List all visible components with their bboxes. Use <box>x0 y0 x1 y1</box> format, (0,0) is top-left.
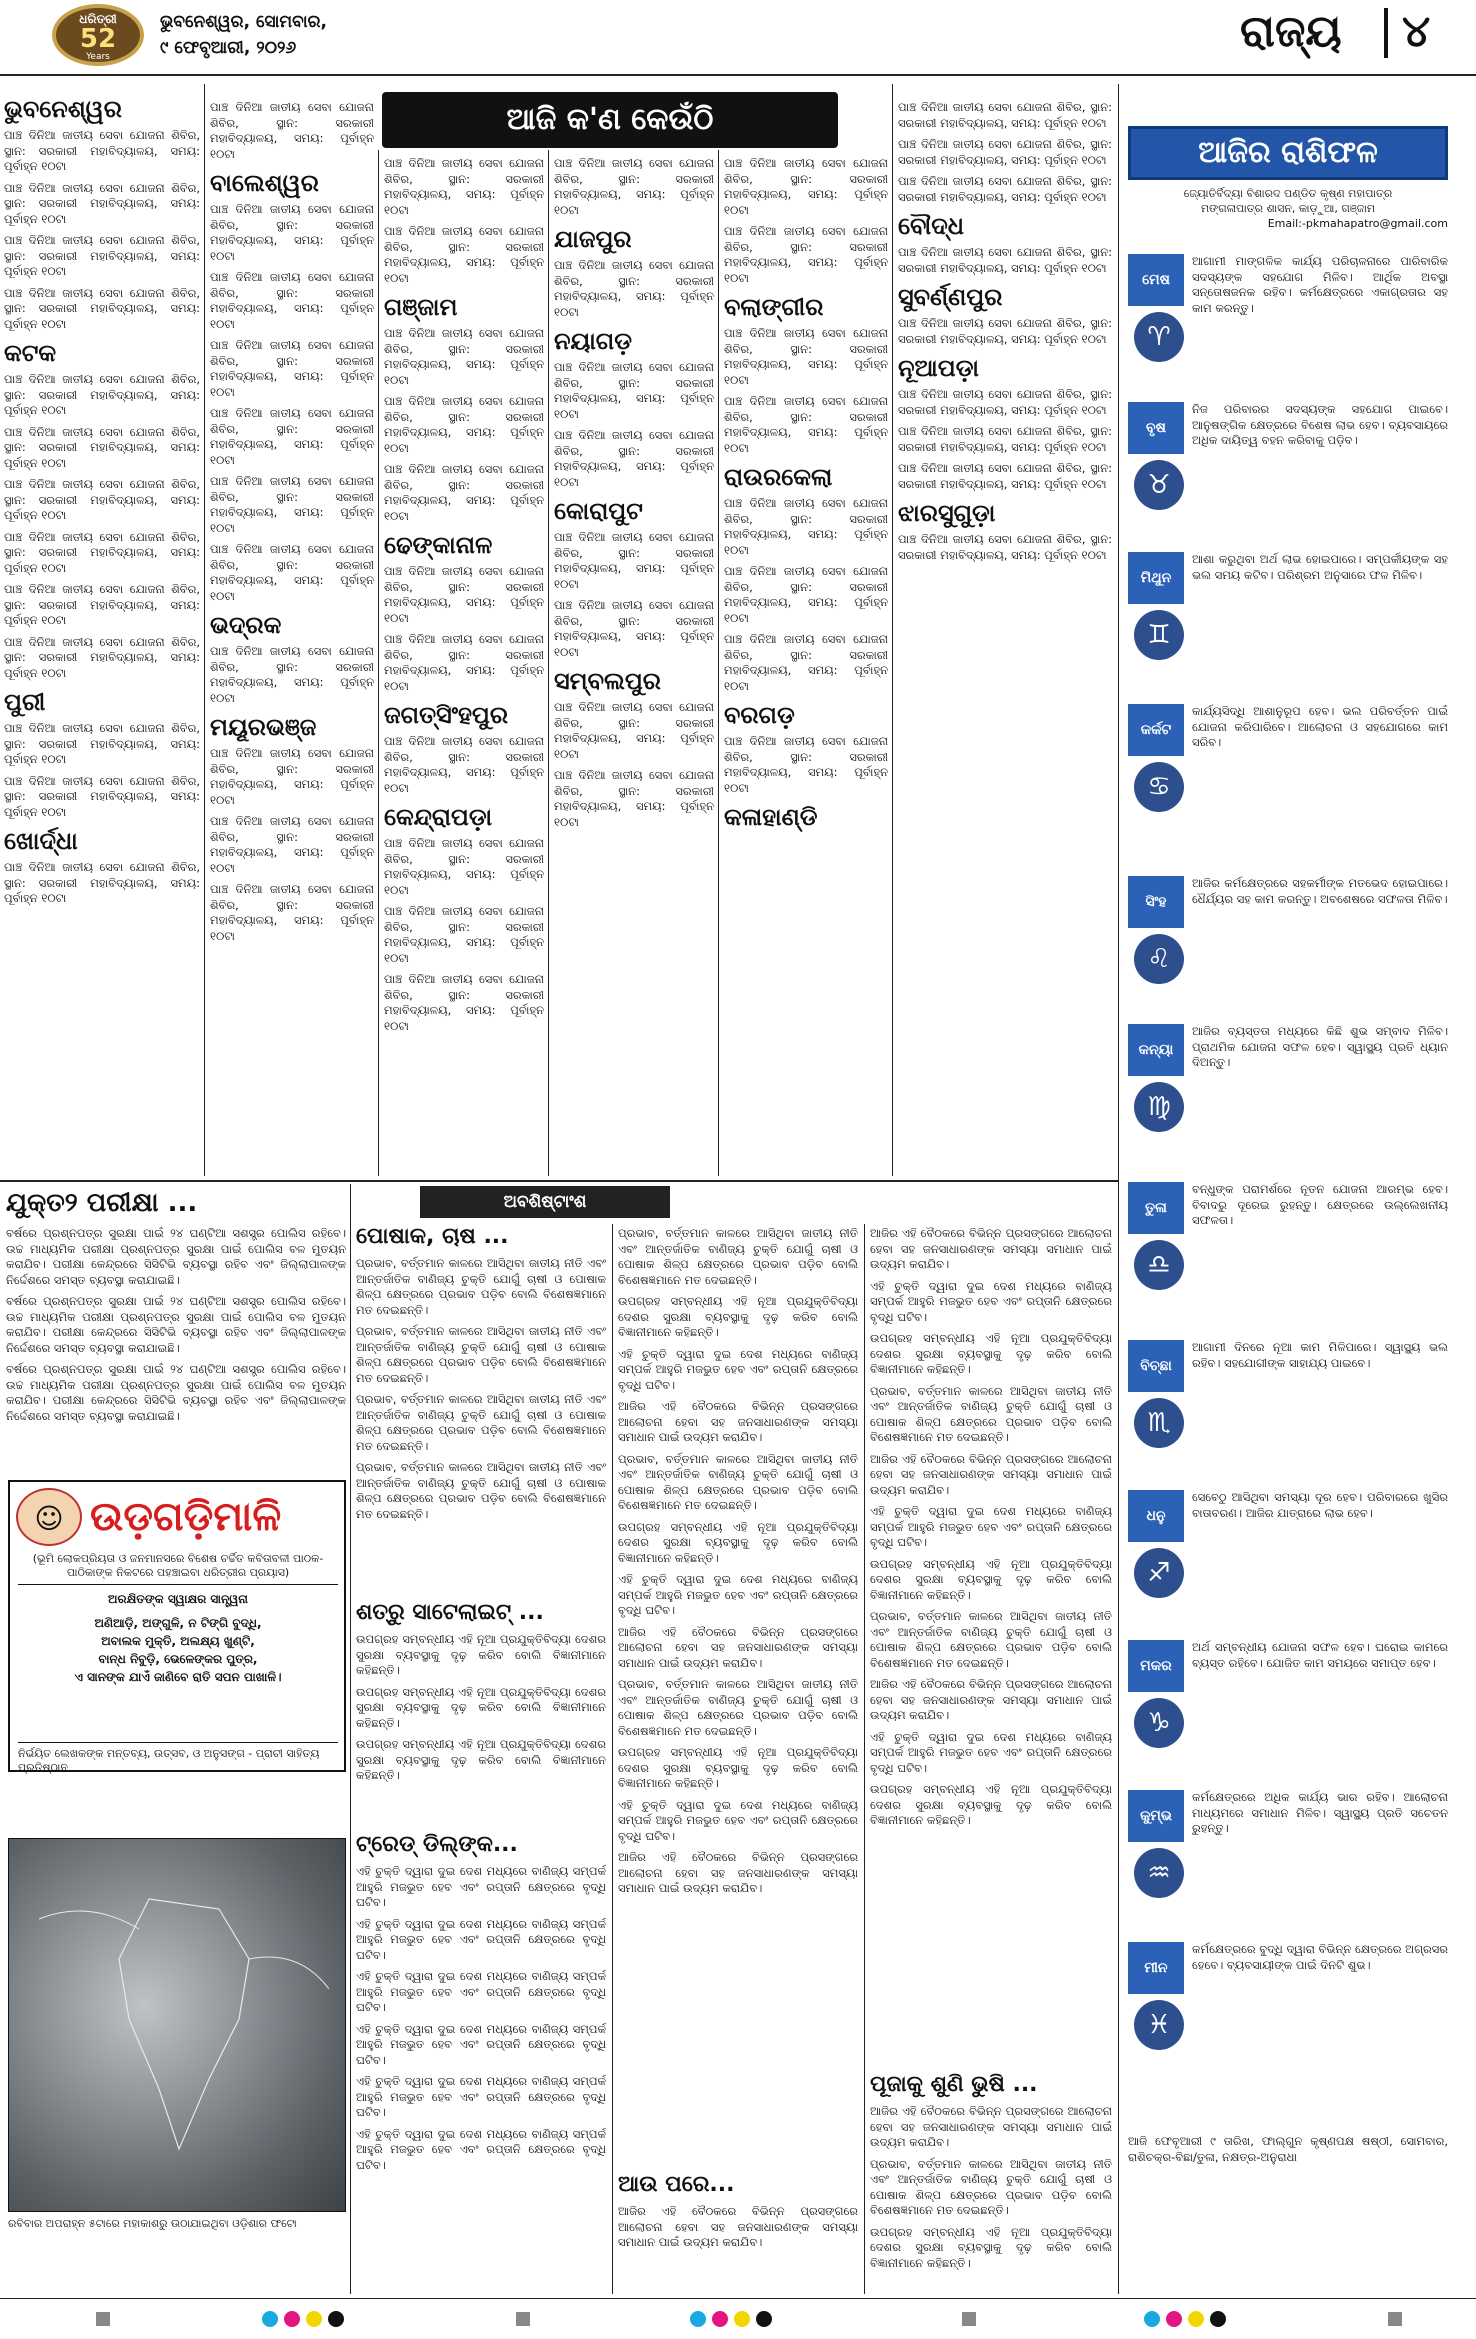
column-divider <box>548 150 549 1176</box>
ad-footer: ନିର୍ଭୟିତ ଲେଖକଙ୍କ ମନ୍ତବ୍ୟ, ଉତ୍ସବ, ଓ ଅନୁସଙ୍ଗ - ପ୍ରାଚୀ ସାହିତ୍ୟ ପ୍ରତିଷ୍ଠାନ <box>18 1742 338 1775</box>
print-mark <box>328 2311 344 2327</box>
masthead-rule <box>0 74 1476 76</box>
event-item: ପାଞ୍ଚ ଦିନିଆ ଜାତୀୟ ସେବା ଯୋଜନା ଶିବିର, ସ୍ଥାନ: ସରକାରୀ ମହାବିଦ୍ୟାଳୟ, ସମୟ: ପୂର୍ବାହ୍ନ ୧୦ଟା <box>554 768 714 829</box>
libra-icon: ♎ <box>1134 1240 1184 1290</box>
masthead <box>0 0 1476 70</box>
news-paragraph: ଏହି ଚୁକ୍ତି ଦ୍ୱାରା ଦୁଇ ଦେଶ ମଧ୍ୟରେ ବାଣିଜ୍ୟ ସମ୍ପର୍କ ଆହୁରି ମଜଭୁତ ହେବ ଏବଂ ରପ୍ତାନି କ୍ଷେତ୍ରରେ ବୃଦ୍ଧି ଘଟିବ। <box>356 2126 606 2172</box>
event-item: ପାଞ୍ଚ ଦିନିଆ ଜାତୀୟ ସେବା ଯୋଜନା ଶିବିର, ସ୍ଥାନ: ସରକାରୀ ମହାବିଦ୍ୟାଳୟ, ସମୟ: ପୂର୍ବାହ୍ନ ୧୦ଟା <box>4 180 200 226</box>
author-email: Email:-pkmahapatro@gmail.com <box>1267 217 1448 230</box>
news-paragraph: ପ୍ରଭାବ, ବର୍ତ୍ତମାନ କାଳରେ ଆସିଥିବା ଜାତୀୟ ନୀତି ଏବଂ ଆନ୍ତର୍ଜାତିକ ବାଣିଜ୍ୟ ଚୁକ୍ତି ଯୋଗୁଁ ଚାଷୀ ଓ ପୋଷାକ ଶିଳ୍ପ କ୍ଷେତ୍ରରେ ପ୍ରଭାବ ପଡ଼ିବ ବୋଲି ବିଶେଷଜ୍ଞମାନେ ମତ ଦେଇଛନ୍ତି। <box>870 1609 1112 1670</box>
rashi-entry-mithuna <box>1128 552 1448 692</box>
events-banner-title: ଆଜି କ'ଣ କେଉଁଠି <box>506 102 714 137</box>
rashi-label: ସିଂହ <box>1128 876 1184 928</box>
event-item: ପାଞ୍ଚ ଦିନିଆ ଜାତୀୟ ସେବା ଯୋଜନା ଶିବିର, ସ୍ଥାନ: ସରକାରୀ ମହାବିଦ୍ୟାଳୟ, ସମୟ: ପୂର୍ବାହ୍ନ ୧୦ଟା <box>724 564 888 625</box>
page-number: ୪ <box>1402 6 1431 57</box>
section-label-text: ଅବଶିଷ୍ଟାଂଶ <box>503 1192 587 1212</box>
exam-paragraph: ବର୍ଷରେ ପ୍ରଶ୍ନପତ୍ର ସୁରକ୍ଷା ପାଇଁ ୨୪ ଘଣ୍ଟିଆ ସଶସ୍ତ୍ର ପୋଲିସ ରହିବେ। ଉଚ୍ଚ ମାଧ୍ୟମିକ ପରୀକ୍ଷା ପ୍ରଶ୍ନପତ୍ର ସୁରକ୍ଷା ପାଇଁ ପୋଲିସ ବଳ ମୁତୟନ କରାଯିବ। ପରୀକ୍ଷା କେନ୍ଦ୍ରରେ ସିସିଟିଭି ବ୍ୟବସ୍ଥା ରହିବ ଏବଂ ଜିଲ୍ଲାପାଳଙ୍କ ନିର୍ଦ୍ଦେଶରେ ସମସ୍ତ ବ୍ୟବସ୍ଥା କରାଯାଇଛି। <box>6 1362 346 1423</box>
event-item: ପାଞ୍ଚ ଦିନିଆ ଜାତୀୟ ସେବା ଯୋଜନା ଶିବିର, ସ୍ଥାନ: ସରକାରୀ ମହାବିଦ୍ୟାଳୟ, ସମୟ: ପୂର୍ବାହ୍ନ ୧୦ଟା <box>4 233 200 278</box>
event-item: ପାଞ୍ଚ ଦିନିଆ ଜାତୀୟ ସେବା ଯୋଜନା ଶିବିର, ସ୍ଥାନ: ସରକାରୀ ମହାବିଦ୍ୟାଳୟ, ସମୟ: ପୂର୍ବାହ୍ନ ୧୦ଟା <box>554 360 714 421</box>
district-heading: ରାଉରକେଲା <box>724 463 833 491</box>
section-label <box>420 1186 670 1218</box>
event-item: ପାଞ୍ଚ ଦିନିଆ ଜାତୀୟ ସେବା ଯୋଜନା ଶିବିର, ସ୍ଥାନ: ସରକାରୀ ମହାବିଦ୍ୟାଳୟ, ସମୟ: ପୂର୍ବାହ୍ନ ୧୦ଟା <box>724 326 888 387</box>
district-heading: ପୁରୀ <box>4 688 46 716</box>
district-heading: କୋରାପୁଟ <box>554 497 643 525</box>
capricorn-icon: ♑ <box>1134 1698 1184 1748</box>
news-paragraph: ଉପଗ୍ରହ ସମ୍ବନ୍ଧୀୟ ଏହି ନୂଆ ପ୍ରଯୁକ୍ତିବିଦ୍ୟା ଦେଶର ସୁରକ୍ଷା ବ୍ୟବସ୍ଥାକୁ ଦୃଢ଼ କରିବ ବୋଲି ବିଜ୍ଞାନୀମାନେ କହିଛନ୍ତି। <box>356 1737 606 1782</box>
event-item: ପାଞ୍ଚ ଦିନିଆ ଜାତୀୟ ସେବା ଯୋଜନା ଶିବିର, ସ୍ଥାନ: ସରକାରୀ ମହାବିଦ୍ୟାଳୟ, ସମୟ: ପୂର୍ବାହ୍ନ ୧୦ଟା <box>210 814 374 875</box>
event-item: ପାଞ୍ଚ ଦିନିଆ ଜାତୀୟ ସେବା ଯୋଜନା ଶିବିର, ସ୍ଥାନ: ସରକାରୀ ମହାବିଦ୍ୟାଳୟ, ସମୟ: ପୂର୍ବାହ୍ନ ୧୦ଟା <box>210 474 374 535</box>
district-heading: ଖୋର୍ଦ୍ଧା <box>4 827 78 855</box>
print-mark <box>1166 2311 1182 2327</box>
trade-headline: ଟ୍ରେଡ୍ ଡିଲ୍ଙ୍କ... <box>356 1832 518 1857</box>
column-divider <box>892 84 893 1176</box>
event-item: ପାଞ୍ଚ ଦିନିଆ ଜାତୀୟ ସେବା ଯୋଜନା ଶିବିର, ସ୍ଥାନ: ସରକାରୀ ମହାବିଦ୍ୟାଳୟ, ସମୟ: ପୂର୍ବାହ୍ନ ୧୦ଟା <box>4 372 200 417</box>
author-line-2: ମଙ୍ଗଳାପାତ୍ର ଶାସନ, କାଡ଼ୁଆ, ଗଞ୍ଜାମ <box>1200 202 1376 215</box>
rashifal-banner <box>1128 126 1448 180</box>
logo-name: ଧରିତ୍ରୀ <box>79 12 117 26</box>
column-divider <box>204 84 205 1176</box>
news-paragraph: ଆଜିର ଏହି ବୈଠକରେ ବିଭିନ୍ନ ପ୍ରସଙ୍ଗରେ ଆଲୋଚନା ହେବା ସହ ଜନସାଧାରଣଙ୍କ ସମସ୍ୟା ସମାଧାନ ପାଇଁ ଉଦ୍ୟମ କରାଯିବ। <box>870 2104 1112 2149</box>
rashi-text: ଆଗାମୀ ଦିନରେ ନୂଆ କାମ ମିଳିପାରେ। ସ୍ୱାସ୍ଥ୍ୟ ଭଲ ରହିବ। ସହଯୋଗୀଙ୍କ ସାହାଯ୍ୟ ପାଇବେ। <box>1192 1340 1448 1370</box>
news-paragraph: ପ୍ରଭାବ, ବର୍ତ୍ତମାନ କାଳରେ ଆସିଥିବା ଜାତୀୟ ନୀତି ଏବଂ ଆନ୍ତର୍ଜାତିକ ବାଣିଜ୍ୟ ଚୁକ୍ତି ଯୋଗୁଁ ଚାଷୀ ଓ ପୋଷାକ ଶିଳ୍ପ କ୍ଷେତ୍ରରେ ପ୍ରଭାବ ପଡ଼ିବ ବୋଲି ବିଶେଷଜ୍ଞମାନେ ମତ ଦେଇଛନ୍ତି। <box>356 1256 606 1317</box>
news-paragraph: ଉପଗ୍ରହ ସମ୍ବନ୍ଧୀୟ ଏହି ନୂଆ ପ୍ରଯୁକ୍ତିବିଦ୍ୟା ଦେଶର ସୁରକ୍ଷା ବ୍ୟବସ୍ଥାକୁ ଦୃଢ଼ କରିବ ବୋଲି ବିଜ୍ଞାନୀମାନେ କହିଛନ୍ତି। <box>618 1745 858 1790</box>
event-item: ପାଞ୍ଚ ଦିନିଆ ଜାତୀୟ ସେବା ଯୋଜନା ଶିବିର, ସ୍ଥାନ: ସରକାରୀ ମହାବିଦ୍ୟାଳୟ, ସମୟ: ପୂର୍ବାହ୍ନ ୧୦ଟା <box>898 532 1112 562</box>
events-column-2 <box>210 100 374 1176</box>
newspaper-logo <box>52 4 144 66</box>
district-heading: ନୂଆପଡ଼ା <box>898 354 979 382</box>
event-item: ପାଞ୍ଚ ଦିନିଆ ଜାତୀୟ ସେବା ଯୋଜନା ଶିବିର, ସ୍ଥାନ: ସରକାରୀ ମହାବିଦ୍ୟାଳୟ, ସମୟ: ପୂର୍ବାହ୍ନ ୧୦ଟା <box>4 477 200 522</box>
poem-line: ବାନ୍ଧ ନିବୁଡ଼ି, ଭେଳେଙ୍କର ପୁତ୍ର, <box>98 1652 258 1666</box>
district-heading: ସମ୍ବଲପୁର <box>554 667 661 695</box>
ad-poem <box>18 1614 338 1686</box>
event-item: ପାଞ୍ଚ ଦିନିଆ ଜାତୀୟ ସେବା ଯୋଜନା ଶିବିର, ସ୍ଥାନ: ସରକାରୀ ମହାବିଦ୍ୟାଳୟ, ସମୟ: ପୂର୍ବାହ୍ନ ୧୦ଟା <box>4 424 200 470</box>
district-heading: ଢେଙ୍କାନାଳ <box>384 531 493 559</box>
news-paragraph: ଉପଗ୍ରହ ସମ୍ବନ୍ଧୀୟ ଏହି ନୂଆ ପ୍ରଯୁକ୍ତିବିଦ୍ୟା ଦେଶର ସୁରକ୍ଷା ବ୍ୟବସ୍ଥାକୁ ଦୃଢ଼ କରିବ ବୋଲି ବିଜ୍ଞାନୀମାନେ କହିଛନ୍ତି। <box>618 1294 858 1339</box>
poshak-headline: ପୋଷାକ, ଚାଷ ... <box>356 1224 509 1249</box>
poem-line: ଅଣିଆଡ଼ି, ଅଙ୍ଗୁଳି, ନ ଟିଙ୍ଗି ବୁଦ୍ଧି, <box>94 1616 262 1630</box>
section-rule <box>0 1180 1118 1182</box>
events-column-5 <box>724 156 888 1176</box>
news-paragraph: ପ୍ରଭାବ, ବର୍ତ୍ତମାନ କାଳରେ ଆସିଥିବା ଜାତୀୟ ନୀତି ଏବଂ ଆନ୍ତର୍ଜାତିକ ବାଣିଜ୍ୟ ଚୁକ୍ତି ଯୋଗୁଁ ଚାଷୀ ଓ ପୋଷାକ ଶିଳ୍ପ କ୍ଷେତ୍ରରେ ପ୍ରଭାବ ପଡ଼ିବ ବୋଲି ବିଶେଷଜ୍ଞମାନେ ମତ ଦେଇଛନ୍ତି। <box>618 1677 858 1738</box>
district-heading: କଳାହାଣ୍ଡି <box>724 803 818 831</box>
news-paragraph: ଆଜିର ଏହି ବୈଠକରେ ବିଭିନ୍ନ ପ୍ରସଙ୍ଗରେ ଆଲୋଚନା ହେବା ସହ ଜନସାଧାରଣଙ୍କ ସମସ୍ୟା ସମାଧାନ ପାଇଁ ଉଦ୍ୟମ କରାଯିବ। <box>618 2204 858 2249</box>
rashi-entry-tula <box>1128 1182 1448 1332</box>
news-paragraph: ଉପଗ୍ରହ ସମ୍ବନ୍ଧୀୟ ଏହି ନୂଆ ପ୍ରଯୁକ୍ତିବିଦ୍ୟା ଦେଶର ସୁରକ୍ଷା ବ୍ୟବସ୍ଥାକୁ ଦୃଢ଼ କରିବ ବୋଲି ବିଜ୍ଞାନୀମାନେ କହିଛନ୍ତି। <box>870 2224 1112 2270</box>
rashi-label: କୁମ୍ଭ <box>1128 1790 1184 1842</box>
events-column-6 <box>898 100 1112 1176</box>
event-item: ପାଞ୍ଚ ଦିନିଆ ଜାତୀୟ ସେବା ଯୋଜନା ଶିବିର, ସ୍ଥାନ: ସରକାରୀ ମହାବିଦ୍ୟାଳୟ, ସମୟ: ପୂର୍ବାହ୍ନ ୧୦ଟା <box>210 100 374 161</box>
news-paragraph: ପ୍ରଭାବ, ବର୍ତ୍ତମାନ କାଳରେ ଆସିଥିବା ଜାତୀୟ ନୀତି ଏବଂ ଆନ୍ତର୍ଜାତିକ ବାଣିଜ୍ୟ ଚୁକ୍ତି ଯୋଗୁଁ ଚାଷୀ ଓ ପୋଷାକ ଶିଳ୍ପ କ୍ଷେତ୍ରରେ ପ୍ରଭାବ ପଡ଼ିବ ବୋଲି ବିଶେଷଜ୍ଞମାନେ ମତ ଦେଇଛନ୍ତି। <box>356 1324 606 1385</box>
news-paragraph: ଏହି ଚୁକ୍ତି ଦ୍ୱାରା ଦୁଇ ଦେଶ ମଧ୍ୟରେ ବାଣିଜ୍ୟ ସମ୍ପର୍କ ଆହୁରି ମଜଭୁତ ହେବ ଏବଂ ରପ୍ତାନି କ୍ଷେତ୍ରରେ ବୃଦ୍ଧି ଘଟିବ। <box>618 1797 858 1843</box>
event-item: ପାଞ୍ଚ ଦିନିଆ ଜାତୀୟ ସେବା ଯୋଜନା ଶିବିର, ସ୍ଥାନ: ସରକାରୀ ମହାବିଦ୍ୟାଳୟ, ସମୟ: ପୂର୍ବାହ୍ନ ୧୦ଟା <box>898 316 1112 346</box>
district-heading: କେନ୍ଦ୍ରାପଡ଼ା <box>384 803 493 831</box>
news-paragraph: ପ୍ରଭାବ, ବର୍ତ୍ତମାନ କାଳରେ ଆସିଥିବା ଜାତୀୟ ନୀତି ଏବଂ ଆନ୍ତର୍ଜାତିକ ବାଣିଜ୍ୟ ଚୁକ୍ତି ଯୋଗୁଁ ଚାଷୀ ଓ ପୋଷାକ ଶିଳ୍ପ କ୍ଷେତ୍ରରେ ପ୍ରଭାବ ପଡ଼ିବ ବୋଲି ବିଶେଷଜ୍ଞମାନେ ମତ ଦେଇଛନ୍ତି। <box>870 2156 1112 2217</box>
event-item: ପାଞ୍ଚ ଦିନିଆ ଜାତୀୟ ସେବା ଯୋଜନା ଶିବିର, ସ୍ଥାନ: ସରକାରୀ ମହାବିଦ୍ୟାଳୟ, ସମୟ: ପୂର୍ବାହ୍ନ ୧୦ଟା <box>384 836 544 897</box>
sagittarius-icon: ♐ <box>1134 1548 1184 1598</box>
rashi-label: ମୀନ <box>1128 1942 1184 1994</box>
event-item: ପାଞ୍ଚ ଦିନିଆ ଜାତୀୟ ସେବା ଯୋଜନା ଶିବିର, ସ୍ଥାନ: ସରକାରୀ ମହାବିଦ୍ୟାଳୟ, ସମୟ: ପୂର୍ବାହ୍ନ ୧୦ଟା <box>898 424 1112 454</box>
print-mark <box>756 2311 772 2327</box>
event-item: ପାଞ୍ଚ ଦିନିଆ ଜାତୀୟ ସେବା ଯୋଜନା ଶିବିର, ସ୍ଥାନ: ସରକାରୀ ମହାବିଦ୍ୟାଳୟ, ସମୟ: ପୂର୍ବାହ୍ନ ୧୦ଟା <box>210 270 374 331</box>
event-item: ପାଞ୍ଚ ଦିନିଆ ଜାତୀୟ ସେବା ଯୋଜନା ଶିବିର, ସ୍ଥାନ: ସରକାରୀ ମହାବିଦ୍ୟାଳୟ, ସମୟ: ପୂର୍ବାହ୍ନ ୧୦ଟା <box>898 461 1112 491</box>
district-heading: ଭଦ୍ରକ <box>210 611 282 639</box>
news-paragraph: ପ୍ରଭାବ, ବର୍ତ୍ତମାନ କାଳରେ ଆସିଥିବା ଜାତୀୟ ନୀତି ଏବଂ ଆନ୍ତର୍ଜାତିକ ବାଣିଜ୍ୟ ଚୁକ୍ତି ଯୋଗୁଁ ଚାଷୀ ଓ ପୋଷାକ ଶିଳ୍ପ କ୍ଷେତ୍ରରେ ପ୍ରଭାବ ପଡ଼ିବ ବୋଲି ବିଶେଷଜ୍ଞମାନେ ମତ ଦେଇଛନ୍ତି। <box>618 1226 858 1287</box>
district-heading: କଟକ <box>4 339 57 367</box>
event-item: ପାଞ୍ଚ ଦିନିଆ ଜାତୀୟ ସେବା ଯୋଜନା ଶିବିର, ସ୍ଥାନ: ସରକାରୀ ମହାବିଦ୍ୟାଳୟ, ସମୟ: ପୂର୍ବାହ୍ନ ୧୦ଟା <box>898 387 1112 417</box>
column-divider <box>718 150 719 1176</box>
event-item: ପାଞ୍ଚ ଦିନିଆ ଜାତୀୟ ସେବା ଯୋଜନା ଶିବିର, ସ୍ଥାନ: ସରକାରୀ ମହାବିଦ୍ୟାଳୟ, ସମୟ: ପୂର୍ବାହ୍ନ ୧୦ଟା <box>724 496 888 557</box>
ad-author: ଅରକ୍ଷିତଙ୍କ ସ୍ୱାକ୍ଷର ସାନ୍ତ୍ୱନା <box>108 1592 248 1606</box>
print-mark <box>712 2311 728 2327</box>
event-item: ପାଞ୍ଚ ଦିନିଆ ଜାତୀୟ ସେବା ଯୋଜନା ଶିବିର, ସ୍ଥାନ: ସରକାରୀ ମହାବିଦ୍ୟାଳୟ, ସମୟ: ପୂର୍ବାହ୍ନ ୧୦ଟା <box>554 530 714 591</box>
event-item: ପାଞ୍ଚ ଦିନିଆ ଜାତୀୟ ସେବା ଯୋଜନା ଶିବିର, ସ୍ଥାନ: ସରକାରୀ ମହାବିଦ୍ୟାଳୟ, ସମୟ: ପୂର୍ବାହ୍ନ ୧୦ଟା <box>554 258 714 319</box>
print-mark <box>1188 2311 1204 2327</box>
events-column-4 <box>554 156 714 1176</box>
news-column-b <box>618 1226 858 2106</box>
event-item: ପାଞ୍ଚ ଦିନିଆ ଜାତୀୟ ସେବା ଯୋଜନା ଶିବିର, ସ୍ଥାନ: ସରକାରୀ ମହାବିଦ୍ୟାଳୟ, ସମୟ: ପୂର୍ବାହ୍ନ ୧୦ଟା <box>4 773 200 819</box>
event-item: ପାଞ୍ଚ ଦିନିଆ ଜାତୀୟ ସେବା ଯୋଜନା ଶିବିର, ସ୍ଥାନ: ସରକାରୀ ମହାବିଦ୍ୟାଳୟ, ସମୟ: ପୂର୍ବାହ୍ନ ୧୦ଟା <box>898 137 1112 167</box>
rashi-text: ଆଶା କରୁଥିବା ଅର୍ଥ ଲାଭ ହୋଇପାରେ। ସମ୍ପର୍କୀୟଙ୍କ ସହ ଭଲ ସମୟ କଟିବ। ପରିଶ୍ରମ ଅନୁସାରେ ଫଳ ମିଳିବ। <box>1192 552 1448 582</box>
event-item: ପାଞ୍ଚ ଦିନିଆ ଜାତୀୟ ସେବା ଯୋଜନା ଶିବିର, ସ୍ଥାନ: ସରକାରୀ ମହାବିଦ୍ୟାଳୟ, ସମୟ: ପୂର୍ବାହ୍ନ ୧୦ଟା <box>4 582 200 627</box>
rashi-label: ତୁଳା <box>1128 1182 1184 1234</box>
gemini-icon: ♊ <box>1134 610 1184 660</box>
rashi-entry-bichha <box>1128 1340 1448 1480</box>
scorpio-icon: ♏ <box>1134 1398 1184 1448</box>
exam-paragraph: ବର୍ଷରେ ପ୍ରଶ୍ନପତ୍ର ସୁରକ୍ଷା ପାଇଁ ୨୪ ଘଣ୍ଟିଆ ସଶସ୍ତ୍ର ପୋଲିସ ରହିବେ। ଉଚ୍ଚ ମାଧ୍ୟମିକ ପରୀକ୍ଷା ପ୍ରଶ୍ନପତ୍ର ସୁରକ୍ଷା ପାଇଁ ପୋଲିସ ବଳ ମୁତୟନ କରାଯିବ। ପରୀକ୍ଷା କେନ୍ଦ୍ରରେ ସିସିଟିଭି ବ୍ୟବସ୍ଥା ରହିବ ଏବଂ ଜିଲ୍ଲାପାଳଙ୍କ ନିର୍ଦ୍ଦେଶରେ ସମସ୍ତ ବ୍ୟବସ୍ଥା କରାଯାଇଛି। <box>6 1226 346 1287</box>
event-item: ପାଞ୍ଚ ଦିନିଆ ଜାତୀୟ ସେବା ଯୋଜନା ଶିବିର, ସ୍ଥାନ: ସରକାରୀ ମହାବିଦ୍ୟାଳୟ, ସମୟ: ପୂର୍ବାହ୍ନ ୧୦ଟା <box>210 882 374 943</box>
poem-line: ଅବାଲକ ମୁକ୍ତି, ଅଲକ୍ଷ୍ୟ ଖୁଣ୍ଟି, <box>101 1634 255 1648</box>
event-item: ପାଞ୍ଚ ଦିନିଆ ଜାତୀୟ ସେବା ଯୋଜନା ଶିବିର, ସ୍ଥାନ: ସରକାରୀ ମହାବିଦ୍ୟାଳୟ, ସମୟ: ପୂର୍ବାହ୍ନ ୧୦ଟା <box>384 394 544 455</box>
event-item: ପାଞ୍ଚ ଦିନିଆ ଜାତୀୟ ସେବା ଯୋଜନା ଶିବିର, ସ୍ଥାନ: ସରକାରୀ ମହାବିଦ୍ୟାଳୟ, ସମୟ: ପୂର୍ବାହ୍ନ ୧୦ଟା <box>384 156 544 217</box>
news-paragraph: ଉପଗ୍ରହ ସମ୍ବନ୍ଧୀୟ ଏହି ନୂଆ ପ୍ରଯୁକ୍ତିବିଦ୍ୟା ଦେଶର ସୁରକ୍ଷା ବ୍ୟବସ୍ଥାକୁ ଦୃଢ଼ କରିବ ବୋଲି ବିଜ୍ଞାନୀମାନେ କହିଛନ୍ତି। <box>618 1519 858 1565</box>
news-paragraph: ଆଜିର ଏହି ବୈଠକରେ ବିଭିନ୍ନ ପ୍ରସଙ୍ଗରେ ଆଲୋଚନା ହେବା ସହ ଜନସାଧାରଣଙ୍କ ସମସ୍ୟା ସମାଧାନ ପାଇଁ ଉଦ୍ୟମ କରାଯିବ। <box>870 1677 1112 1722</box>
print-mark <box>516 2312 530 2326</box>
news-paragraph: ଉପଗ୍ରହ ସମ୍ବନ୍ଧୀୟ ଏହି ନୂଆ ପ୍ରଯୁକ୍ତିବିଦ୍ୟା ଦେଶର ସୁରକ୍ଷା ବ୍ୟବସ୍ଥାକୁ ଦୃଢ଼ କରିବ ବୋଲି ବିଜ୍ଞାନୀମାନେ କହିଛନ୍ତି। <box>356 1632 606 1677</box>
author-line-1: ଜ୍ୟୋତିର୍ବିଦ୍ୟା ବିଶାରଦ ପଣ୍ଡିତ କୃଷ୍ଣ ମହାପାତ୍ର <box>1183 187 1393 200</box>
column-divider <box>612 1224 613 2294</box>
rashi-label: ବୃଷ <box>1128 402 1184 454</box>
column-divider <box>864 1224 865 2294</box>
district-heading: ଯାଜପୁର <box>554 225 632 253</box>
news-paragraph: ଆଜିର ଏହି ବୈଠକରେ ବିଭିନ୍ନ ପ୍ରସଙ୍ଗରେ ଆଲୋଚନା ହେବା ସହ ଜନସାଧାରଣଙ୍କ ସମସ୍ୟା ସମାଧାନ ପାଇଁ ଉଦ୍ୟମ କରାଯିବ। <box>618 1624 858 1670</box>
event-item: ପାଞ୍ଚ ଦିନିଆ ଜାତୀୟ ସେବା ଯୋଜନା ଶିବିର, ସ୍ଥାନ: ସରକାରୀ ମହାବିଦ୍ୟାଳୟ, ସମୟ: ପୂର୍ବାହ୍ନ ୧୦ଟା <box>554 700 714 761</box>
news-paragraph: ଆଜିର ଏହି ବୈଠକରେ ବିଭିନ୍ନ ପ୍ରସଙ୍ଗରେ ଆଲୋଚନା ହେବା ସହ ଜନସାଧାରଣଙ୍କ ସମସ୍ୟା ସମାଧାନ ପାଇଁ ଉଦ୍ୟମ କରାଯିବ। <box>618 1850 858 1895</box>
print-mark <box>962 2312 976 2326</box>
district-heading: ଜଗତ୍ସିଂହପୁର <box>384 701 509 729</box>
print-mark <box>734 2311 750 2327</box>
leo-icon: ♌ <box>1134 934 1184 984</box>
print-mark <box>96 2312 110 2326</box>
news-paragraph: ଏହି ଚୁକ୍ତି ଦ୍ୱାରା ଦୁଇ ଦେଶ ମଧ୍ୟରେ ବାଣିଜ୍ୟ ସମ୍ପର୍କ ଆହୁରି ମଜଭୁତ ହେବ ଏବଂ ରପ୍ତାନି କ୍ଷେତ୍ରରେ ବୃଦ୍ଧି ଘଟିବ। <box>356 1969 606 2014</box>
rashi-text: କର୍ମକ୍ଷେତ୍ରରେ ଅଧିକ କାର୍ଯ୍ୟ ଭାର ରହିବ। ଆଲୋଚନା ମାଧ୍ୟମରେ ସମାଧାନ ମିଳିବ। ସ୍ୱାସ୍ଥ୍ୟ ପ୍ରତି ସଚେତନ ରୁହନ୍ତୁ। <box>1192 1790 1448 1835</box>
poem-line: ଏ ସାନଙ୍କ ଯାଏଁ ଜାଣିବେ ରାତି ସପନ ପାଖାଳି। <box>74 1670 282 1684</box>
event-item: ପାଞ୍ଚ ଦିନିଆ ଜାତୀୟ ସେବା ଯୋଜନା ଶିବିର, ସ୍ଥାନ: ସରକାରୀ ମହାବିଦ୍ୟାଳୟ, ସମୟ: ପୂର୍ବାହ୍ନ ୧୦ଟା <box>4 128 200 173</box>
rashi-text: କର୍ମକ୍ଷେତ୍ରରେ ବୁଦ୍ଧି ଦ୍ୱାରା ବିଭିନ୍ନ କ୍ଷେତ୍ରରେ ଅଗ୍ରସର ହେବେ। ବ୍ୟବସାୟୀଙ୍କ ପାଇଁ ଦିନଟି ଶୁଭ। <box>1192 1942 1448 1972</box>
masthead-place-day: ଭୁବନେଶ୍ୱର, ସୋମବାର, <box>160 12 327 32</box>
event-item: ପାଞ୍ଚ ଦିନିଆ ଜାତୀୟ ସେବା ଯୋଜନା ଶିବିର, ସ୍ଥାନ: ସରକାରୀ ମହାବିଦ୍ୟାଳୟ, ସମୟ: ପୂର୍ବାହ୍ନ ୧୦ଟା <box>554 428 714 489</box>
district-heading: ନୟାଗଡ଼ <box>554 327 633 355</box>
masthead-date: ୯ ଫେବୃଆରୀ, ୨୦୨୬ <box>160 38 297 58</box>
news-paragraph: ଆଜିର ଏହି ବୈଠକରେ ବିଭିନ୍ନ ପ୍ରସଙ୍ଗରେ ଆଲୋଚନା ହେବା ସହ ଜନସାଧାରଣଙ୍କ ସମସ୍ୟା ସମାଧାନ ପାଇଁ ଉଦ୍ୟମ କରାଯିବ। <box>870 1451 1112 1497</box>
ad-title: ଉଡ଼ଗଡ଼ିମାଳି <box>90 1494 282 1540</box>
aries-icon: ♈ <box>1134 312 1184 362</box>
rashi-text: କାର୍ଯ୍ୟସିଦ୍ଧି ଆଶାନୁରୂପ ହେବ। ଭଲ ପରିବର୍ତ୍ତନ ପାଇଁ ଯୋଜନା କରିପାରିବେ। ଆଲୋଚନା ଓ ସହଯୋଗରେ କାମ ସରିବ। <box>1192 704 1448 749</box>
print-mark <box>262 2311 278 2327</box>
event-item: ପାଞ୍ଚ ଦିନିଆ ଜାତୀୟ ସେବା ଯୋଜନା ଶିବିର, ସ୍ଥାନ: ସରକାରୀ ମହାବିଦ୍ୟାଳୟ, ସମୟ: ପୂର୍ବାହ୍ନ ୧୦ଟା <box>724 734 888 795</box>
district-heading: ବାଲେଶ୍ୱର <box>210 169 319 197</box>
news-paragraph: ଆଜିର ଏହି ବୈଠକରେ ବିଭିନ୍ନ ପ୍ରସଙ୍ଗରେ ଆଲୋଚନା ହେବା ସହ ଜନସାଧାରଣଙ୍କ ସମସ୍ୟା ସମାଧାନ ପାଇଁ ଉଦ୍ୟମ କରାଯିବ। <box>870 1226 1112 1271</box>
news-paragraph: ଏହି ଚୁକ୍ତି ଦ୍ୱାରା ଦୁଇ ଦେଶ ମଧ୍ୟରେ ବାଣିଜ୍ୟ ସମ୍ପର୍କ ଆହୁରି ମଜଭୁତ ହେବ ଏବଂ ରପ୍ତାନି କ୍ଷେତ୍ରରେ ବୃଦ୍ଧି ଘଟିବ। <box>870 1278 1112 1324</box>
news-paragraph: ଏହି ଚୁକ୍ତି ଦ୍ୱାରା ଦୁଇ ଦେଶ ମଧ୍ୟରେ ବାଣିଜ୍ୟ ସମ୍ପର୍କ ଆହୁରି ମଜଭୁତ ହେବ ଏବଂ ରପ୍ତାନି କ୍ଷେତ୍ରରେ ବୃଦ୍ଧି ଘଟିବ। <box>356 1864 606 1909</box>
rashi-text: ଆଜିର କର୍ମକ୍ଷେତ୍ରରେ ସହକର୍ମୀଙ୍କ ମତଭେଦ ହୋଇପାରେ। ଧୈର୍ଯ୍ୟର ସହ କାମ କରନ୍ତୁ। ଅବଶେଷରେ ସଫଳତା ମିଳିବ। <box>1192 876 1448 906</box>
print-mark <box>306 2311 322 2327</box>
bottom-rule <box>0 2298 1476 2299</box>
rashi-entry-mesha <box>1128 254 1448 396</box>
news-column-b2 <box>618 2204 858 2292</box>
event-item: ପାଞ୍ଚ ଦିନିଆ ଜାତୀୟ ସେବା ଯୋଜନା ଶିବିର, ସ୍ଥାନ: ସରକାରୀ ମହାବିଦ୍ୟାଳୟ, ସମୟ: ପୂର୍ବାହ୍ନ ୧୦ଟା <box>384 632 544 693</box>
district-heading: ଭୁବନେଶ୍ୱର <box>4 95 122 123</box>
column-divider <box>350 1184 351 2294</box>
rashi-text: ସେବେଠୁ ଆସିଥିବା ସମସ୍ୟା ଦୂର ହେବ। ପରିବାରରେ ଖୁସିର ବାତାବରଣ। ଆଜିର ଯାତ୍ରାରେ ଲାଭ ହେବ। <box>1192 1490 1448 1520</box>
event-item: ପାଞ୍ଚ ଦିନିଆ ଜାତୀୟ ସେବା ଯୋଜନା ଶିବିର, ସ୍ଥାନ: ସରକାରୀ ମହାବିଦ୍ୟାଳୟ, ସମୟ: ପୂର୍ବାହ୍ନ ୧୦ଟା <box>384 972 544 1033</box>
event-item: ପାଞ୍ଚ ଦିନିଆ ଜାତୀୟ ସେବା ଯୋଜନା ଶିବିର, ସ୍ଥାନ: ସରକାରୀ ମହାବିଦ୍ୟାଳୟ, ସମୟ: ପୂର୍ବାହ୍ନ ୧୦ଟା <box>4 721 200 766</box>
event-item: ପାଞ୍ଚ ଦିନିଆ ଜାତୀୟ ସେବା ଯୋଜନା ଶିବିର, ସ୍ଥାନ: ସରକାରୀ ମହାବିଦ୍ୟାଳୟ, ସମୟ: ପୂର୍ବାହ୍ନ ୧୦ଟା <box>724 632 888 693</box>
news-paragraph: ଏହି ଚୁକ୍ତି ଦ୍ୱାରା ଦୁଇ ଦେଶ ମଧ୍ୟରେ ବାଣିଜ୍ୟ ସମ୍ପର୍କ ଆହୁରି ମଜଭୁତ ହେବ ଏବଂ ରପ୍ତାନି କ୍ଷେତ୍ରରେ ବୃଦ୍ଧି ଘଟିବ। <box>870 1504 1112 1549</box>
poetry-ad <box>8 1480 346 1772</box>
print-mark <box>1210 2311 1226 2327</box>
news-paragraph: ଏହି ଚୁକ୍ତି ଦ୍ୱାରା ଦୁଇ ଦେଶ ମଧ୍ୟରେ ବାଣିଜ୍ୟ ସମ୍ପର୍କ ଆହୁରି ମଜଭୁତ ହେବ ଏବଂ ରପ୍ତାନି କ୍ଷେତ୍ରରେ ବୃଦ୍ଧି ଘଟିବ। <box>870 1729 1112 1775</box>
event-item: ପାଞ୍ଚ ଦିନିଆ ଜାତୀୟ ସେବା ଯୋଜନା ଶିବିର, ସ୍ଥାନ: ସରକାରୀ ମହାବିଦ୍ୟାଳୟ, ସମୟ: ପୂର୍ବାହ୍ନ ୧୦ଟା <box>898 100 1112 130</box>
cancer-icon: ♋ <box>1134 762 1184 812</box>
event-item: ପାଞ୍ଚ ଦିନିଆ ଜାତୀୟ ସେବା ଯୋଜନା ଶିବିର, ସ୍ଥାନ: ସରକାରୀ ମହାବିଦ୍ୟାଳୟ, ସମୟ: ପୂର୍ବାହ୍ନ ୧୦ଟା <box>724 394 888 455</box>
exam-headline: ଯୁକ୍ତ୨ ପରୀକ୍ଷା ... <box>6 1188 198 1218</box>
rashi-text: ନିଜ ପରିବାରର ସଦସ୍ୟଙ୍କ ସହଯୋଗ ପାଇବେ। ଆନୁଷଙ୍ଗିକ କ୍ଷେତ୍ରରେ ବିଶେଷ ଲାଭ ହେବ। ବ୍ୟବସାୟରେ ଅଧିକ ଦାୟିତ୍ୱ ବହନ କରିବାକୁ ପଡ଼ିବ। <box>1192 402 1448 447</box>
taurus-icon: ♉ <box>1134 460 1184 510</box>
news-paragraph: ପ୍ରଭାବ, ବର୍ତ୍ତମାନ କାଳରେ ଆସିଥିବା ଜାତୀୟ ନୀତି ଏବଂ ଆନ୍ତର୍ଜାତିକ ବାଣିଜ୍ୟ ଚୁକ୍ତି ଯୋଗୁଁ ଚାଷୀ ଓ ପୋଷାକ ଶିଳ୍ପ କ୍ଷେତ୍ରରେ ପ୍ରଭାବ ପଡ଼ିବ ବୋଲି ବିଶେଷଜ୍ଞମାନେ ମତ ଦେଇଛନ୍ତି। <box>356 1460 606 1521</box>
news-paragraph: ଉପଗ୍ରହ ସମ୍ବନ୍ଧୀୟ ଏହି ନୂଆ ପ୍ରଯୁକ୍ତିବିଦ୍ୟା ଦେଶର ସୁରକ୍ଷା ବ୍ୟବସ୍ଥାକୁ ଦୃଢ଼ କରିବ ବୋଲି ବିଜ୍ଞାନୀମାନେ କହିଛନ୍ତି। <box>870 1782 1112 1827</box>
events-column-1 <box>4 88 200 1176</box>
news-paragraph: ଉପଗ୍ରହ ସମ୍ବନ୍ଧୀୟ ଏହି ନୂଆ ପ୍ରଯୁକ୍ତିବିଦ୍ୟା ଦେଶର ସୁରକ୍ଷା ବ୍ୟବସ୍ଥାକୁ ଦୃଢ଼ କରିବ ବୋଲି ବିଜ୍ଞାନୀମାନେ କହିଛନ୍ତି। <box>870 1331 1112 1376</box>
column-divider <box>378 150 379 1176</box>
rashi-entry-dhanu <box>1128 1490 1448 1630</box>
event-item: ପାଞ୍ଚ ଦିନିଆ ଜାତୀୟ ସେବା ଯୋଜନା ଶିବିର, ସ୍ଥାନ: ସରକାରୀ ମହାବିଦ୍ୟାଳୟ, ସମୟ: ପୂର୍ବାହ୍ନ ୧୦ଟା <box>4 285 200 331</box>
event-item: ପାଞ୍ଚ ଦିନିଆ ଜାତୀୟ ସେବା ଯୋଜନା ଶିବିର, ସ୍ଥାନ: ସରକାରୀ ମହାବିଦ୍ୟାଳୟ, ସମୟ: ପୂର୍ବାହ୍ନ ୧୦ଟା <box>210 542 374 603</box>
events-banner <box>382 92 838 148</box>
rashi-text: ଆଜିର ବ୍ୟସ୍ତତା ମଧ୍ୟରେ କିଛି ଶୁଭ ସମ୍ବାଦ ମିଳିବ। ପ୍ରାଥମିକ ଯୋଜନା ସଫଳ ହେବ। ସ୍ୱାସ୍ଥ୍ୟ ପ୍ରତି ଧ୍ୟାନ ଦିଅନ୍ତୁ। <box>1192 1024 1448 1069</box>
event-item: ପାଞ୍ଚ ଦିନିଆ ଜାତୀୟ ସେବା ଯୋଜନା ଶିବିର, ସ୍ଥାନ: ସରକାରୀ ମହାବିଦ୍ୟାଳୟ, ସମୟ: ପୂର୍ବାହ୍ନ ୧୦ଟା <box>210 644 374 705</box>
satellite-map-image <box>8 1838 346 2212</box>
news-column-c <box>870 1226 1112 2046</box>
news-paragraph: ଏହି ଚୁକ୍ତି ଦ୍ୱାରା ଦୁଇ ଦେଶ ମଧ୍ୟରେ ବାଣିଜ୍ୟ ସମ୍ପର୍କ ଆହୁରି ମଜଭୁତ ହେବ ଏବଂ ରପ୍ତାନି କ୍ଷେତ୍ରରେ ବୃଦ୍ଧି ଘଟିବ। <box>356 2074 606 2119</box>
print-mark <box>1388 2312 1402 2326</box>
print-mark <box>284 2311 300 2327</box>
news-column-a3 <box>356 1864 606 2292</box>
panchang: ଆଜି ଫେବୃଆରୀ ୯ ତାରିଖ, ଫାଲ୍ଗୁନ କୃଷ୍ଣପକ୍ଷ ଷଷ୍ଠୀ, ସୋମବାର, ରାଶିଚକ୍ର-ବିଛା/ତୁଳା, ନକ୍ଷତ୍ର-ଅନୁରାଧା <box>1128 2134 1448 2164</box>
events-column-3 <box>384 156 544 1176</box>
news-paragraph: ପ୍ରଭାବ, ବର୍ତ୍ତମାନ କାଳରେ ଆସିଥିବା ଜାତୀୟ ନୀତି ଏବଂ ଆନ୍ତର୍ଜାତିକ ବାଣିଜ୍ୟ ଚୁକ୍ତି ଯୋଗୁଁ ଚାଷୀ ଓ ପୋଷାକ ଶିଳ୍ପ କ୍ଷେତ୍ରରେ ପ୍ରଭାବ ପଡ଼ିବ ବୋଲି ବିଶେଷଜ୍ଞମାନେ ମତ ଦେଇଛନ୍ତି। <box>618 1451 858 1512</box>
event-item: ପାଞ୍ଚ ଦିନିଆ ଜାତୀୟ ସେବା ଯୋଜନା ଶିବିର, ସ୍ଥାନ: ସରକାରୀ ମହାବିଦ୍ୟାଳୟ, ସମୟ: ପୂର୍ବାହ୍ନ ୧୦ଟା <box>898 245 1112 275</box>
satellite-headline: ଶତ୍ରୁ ସାଟେଲାଇଟ୍ ... <box>356 1600 544 1625</box>
rashi-label: ମକର <box>1128 1640 1184 1692</box>
news-paragraph: ଉପଗ୍ରହ ସମ୍ବନ୍ଧୀୟ ଏହି ନୂଆ ପ୍ରଯୁକ୍ତିବିଦ୍ୟା ଦେଶର ସୁରକ୍ଷା ବ୍ୟବସ୍ଥାକୁ ଦୃଢ଼ କରିବ ବୋଲି ବିଜ୍ଞାନୀମାନେ କହିଛନ୍ତି। <box>356 1684 606 1730</box>
news-paragraph: ପ୍ରଭାବ, ବର୍ତ୍ତମାନ କାଳରେ ଆସିଥିବା ଜାତୀୟ ନୀତି ଏବଂ ଆନ୍ତର୍ଜାତିକ ବାଣିଜ୍ୟ ଚୁକ୍ତି ଯୋଗୁଁ ଚାଷୀ ଓ ପୋଷାକ ଶିଳ୍ପ କ୍ଷେତ୍ରରେ ପ୍ରଭାବ ପଡ଼ିବ ବୋଲି ବିଶେଷଜ୍ଞମାନେ ମତ ଦେଇଛନ୍ତି। <box>356 1392 606 1453</box>
rashi-text: ଆଗାମୀ ମାଙ୍ଗଳିକ କାର୍ଯ୍ୟ ପରିଚାଳନାରେ ପାରିବାରିକ ସଦସ୍ୟଙ୍କ ସହଯୋଗ ମିଳିବ। ଆର୍ଥିକ ଅବସ୍ଥା ସନ୍ତୋଷଜନକ ରହିବ। କର୍ମକ୍ଷେତ୍ରରେ ଏକାଗ୍ରତାର ସହ କାମ କରନ୍ତୁ। <box>1192 254 1448 315</box>
ad-tagline: (ଭୂମି ଲୋକପ୍ରିୟତା ଓ ଜନମାନସରେ ବିଶେଷ ଚର୍ଚ୍ଚିତ କବିତାବଳୀ ପାଠକ-ପାଠିକାଙ୍କ ନିକଟରେ ପହଞ୍ଚାଇବା ଧରିତ୍ରୀର ପ୍ରୟାସ) <box>18 1552 338 1585</box>
rashi-label: ଧନୁ <box>1128 1490 1184 1542</box>
rashi-text: ବନ୍ଧୁଙ୍କ ପରାମର୍ଶରେ ନୂତନ ଯୋଜନା ଆରମ୍ଭ ହେବ। ବିବାଦରୁ ଦୂରେଇ ରୁହନ୍ତୁ। କ୍ଷେତ୍ରରେ ଉଲ୍ଲେଖନୀୟ ସଫଳତା। <box>1192 1182 1448 1227</box>
event-item: ପାଞ୍ଚ ଦିନିଆ ଜାତୀୟ ସେବା ଯୋଜନା ଶିବିର, ସ୍ଥାନ: ସରକାରୀ ମହାବିଦ୍ୟାଳୟ, ସମୟ: ପୂର୍ବାହ୍ନ ୧୦ଟା <box>898 174 1112 204</box>
rashi-entry-meena <box>1128 1942 1448 2092</box>
event-item: ପାଞ୍ଚ ଦିନିଆ ଜାତୀୟ ସେବା ଯୋଜନା ଶିବିର, ସ୍ଥାନ: ସରକାରୀ ମହାବିଦ୍ୟାଳୟ, ସମୟ: ପୂର୍ବାହ୍ନ ୧୦ଟା <box>210 202 374 263</box>
news-paragraph: ଏହି ଚୁକ୍ତି ଦ୍ୱାରା ଦୁଇ ଦେଶ ମଧ୍ୟରେ ବାଣିଜ୍ୟ ସମ୍ପର୍କ ଆହୁରି ମଜଭୁତ ହେବ ଏବଂ ରପ୍ତାନି କ୍ଷେତ୍ରରେ ବୃଦ୍ଧି ଘଟିବ। <box>618 1346 858 1392</box>
district-heading: ବଲାଙ୍ଗୀର <box>724 293 824 321</box>
puja-headline: ପୂଜାକୁ ଶୁଣି ଭୁଷି ... <box>870 2072 1038 2097</box>
rashi-label: ମେଷ <box>1128 254 1184 306</box>
rashi-entry-singha <box>1128 876 1448 1016</box>
logo-years-label: Years <box>86 52 110 62</box>
event-item: ପାଞ୍ଚ ଦିନିଆ ଜାତୀୟ ସେବା ଯୋଜନା ଶିବିର, ସ୍ଥାନ: ସରକାରୀ ମହାବିଦ୍ୟାଳୟ, ସମୟ: ପୂର୍ବାହ୍ନ ୧୦ଟା <box>724 156 888 217</box>
print-mark <box>1144 2311 1160 2327</box>
event-item: ପାଞ୍ଚ ଦିନିଆ ଜାତୀୟ ସେବା ଯୋଜନା ଶିବିର, ସ୍ଥାନ: ସରକାରୀ ମହାବିଦ୍ୟାଳୟ, ସମୟ: ପୂର୍ବାହ୍ନ ୧୦ଟା <box>384 224 544 285</box>
news-column-a <box>356 1256 606 1590</box>
print-mark <box>690 2311 706 2327</box>
logo-years: 52 <box>79 24 117 54</box>
event-item: ପାଞ୍ଚ ଦିନିଆ ଜାତୀୟ ସେବା ଯୋଜନା ଶିବିର, ସ୍ଥାନ: ସରକାରୀ ମହାବିଦ୍ୟାଳୟ, ସମୟ: ପୂର୍ବାହ୍ନ ୧୦ଟା <box>4 529 200 575</box>
exam-paragraph: ବର୍ଷରେ ପ୍ରଶ୍ନପତ୍ର ସୁରକ୍ଷା ପାଇଁ ୨୪ ଘଣ୍ଟିଆ ସଶସ୍ତ୍ର ପୋଲିସ ରହିବେ। ଉଚ୍ଚ ମାଧ୍ୟମିକ ପରୀକ୍ଷା ପ୍ରଶ୍ନପତ୍ର ସୁରକ୍ଷା ପାଇଁ ପୋଲିସ ବଳ ମୁତୟନ କରାଯିବ। ପରୀକ୍ଷା କେନ୍ଦ୍ରରେ ସିସିଟିଭି ବ୍ୟବସ୍ଥା ରହିବ ଏବଂ ଜିଲ୍ଲାପାଳଙ୍କ ନିର୍ଦ୍ଦେଶରେ ସମସ୍ତ ବ୍ୟବସ୍ଥା କରାଯାଇଛି। <box>6 1294 346 1355</box>
event-item: ପାଞ୍ଚ ଦିନିଆ ଜାତୀୟ ସେବା ଯୋଜନା ଶିବିର, ସ୍ଥାନ: ସରକାରୀ ମହାବିଦ୍ୟାଳୟ, ସମୟ: ପୂର୍ବାହ୍ନ ୧୦ଟା <box>724 224 888 285</box>
district-heading: ସୁବର୍ଣ୍ଣପୁର <box>898 283 1003 311</box>
rashi-entry-brusha <box>1128 402 1448 542</box>
event-item: ପାଞ୍ଚ ଦିନିଆ ଜାତୀୟ ସେବା ଯୋଜନା ଶିବିର, ସ୍ଥାନ: ସରକାରୀ ମହାବିଦ୍ୟାଳୟ, ସମୟ: ପୂର୍ବାହ୍ନ ୧୦ଟା <box>210 746 374 807</box>
district-heading: ବରଗଡ଼ <box>724 701 795 729</box>
news-paragraph: ଏହି ଚୁକ୍ତି ଦ୍ୱାରା ଦୁଇ ଦେଶ ମଧ୍ୟରେ ବାଣିଜ୍ୟ ସମ୍ପର୍କ ଆହୁରି ମଜଭୁତ ହେବ ଏବଂ ରପ୍ତାନି କ୍ଷେତ୍ରରେ ବୃଦ୍ଧି ଘଟିବ। <box>356 1916 606 1962</box>
rashi-label: କନ୍ୟା <box>1128 1024 1184 1076</box>
event-item: ପାଞ୍ଚ ଦିନିଆ ଜାତୀୟ ସେବା ଯୋଜନା ଶିବିର, ସ୍ଥାନ: ସରକାରୀ ମହାବିଦ୍ୟାଳୟ, ସମୟ: ପୂର୍ବାହ୍ନ ୧୦ଟା <box>384 904 544 965</box>
pisces-icon: ♓ <box>1134 2000 1184 2050</box>
event-item: ପାଞ୍ଚ ଦିନିଆ ଜାତୀୟ ସେବା ଯୋଜନା ଶିବିର, ସ୍ଥାନ: ସରକାରୀ ମହାବିଦ୍ୟାଳୟ, ସମୟ: ପୂର୍ବାହ୍ନ ୧୦ଟା <box>554 598 714 659</box>
event-item: ପାଞ୍ଚ ଦିନିଆ ଜାତୀୟ ସେବା ଯୋଜନା ଶିବିର, ସ୍ଥାନ: ସରକାରୀ ମହାବିଦ୍ୟାଳୟ, ସମୟ: ପୂର୍ବାହ୍ନ ୧୦ଟା <box>4 634 200 680</box>
district-heading: ଝାରସୁଗୁଡ଼ା <box>898 499 996 527</box>
event-item: ପାଞ୍ଚ ଦିନିଆ ଜାତୀୟ ସେବା ଯୋଜନା ଶିବିର, ସ୍ଥାନ: ସରକାରୀ ମହାବିଦ୍ୟାଳୟ, ସମୟ: ପୂର୍ବାହ୍ନ ୧୦ଟା <box>210 338 374 399</box>
event-item: ପାଞ୍ଚ ଦିନିଆ ଜାତୀୟ ସେବା ଯୋଜନା ଶିବିର, ସ୍ଥାନ: ସରକାରୀ ମହାବିଦ୍ୟାଳୟ, ସମୟ: ପୂର୍ବାହ୍ନ ୧୦ଟା <box>384 734 544 795</box>
cartoon-icon: ☺ <box>16 1488 82 1546</box>
rashifal-title: ଆଜିର ରାଶିଫଳ <box>1198 135 1378 170</box>
rashifal-author <box>1128 186 1448 231</box>
section-divider <box>1384 8 1388 58</box>
event-item: ପାଞ୍ଚ ଦିନିଆ ଜାତୀୟ ସେବା ଯୋଜନା ଶିବିର, ସ୍ଥାନ: ସରକାରୀ ମହାବିଦ୍ୟାଳୟ, ସମୟ: ପୂର୍ବାହ୍ନ ୧୦ଟା <box>4 860 200 905</box>
column-divider <box>1118 84 1119 2294</box>
exam-body <box>6 1226 346 1476</box>
event-item: ପାଞ୍ଚ ଦିନିଆ ଜାତୀୟ ସେବା ଯୋଜନା ଶିବିର, ସ୍ଥାନ: ସରକାରୀ ମହାବିଦ୍ୟାଳୟ, ସମୟ: ପୂର୍ବାହ୍ନ ୧୦ଟା <box>384 564 544 625</box>
news-paragraph: ପ୍ରଭାବ, ବର୍ତ୍ତମାନ କାଳରେ ଆସିଥିବା ଜାତୀୟ ନୀତି ଏବଂ ଆନ୍ତର୍ଜାତିକ ବାଣିଜ୍ୟ ଚୁକ୍ତି ଯୋଗୁଁ ଚାଷୀ ଓ ପୋଷାକ ଶିଳ୍ପ କ୍ଷେତ୍ରରେ ପ୍ରଭାବ ପଡ଼ିବ ବୋଲି ବିଶେଷଜ୍ଞମାନେ ମତ ଦେଇଛନ୍ତି। <box>870 1383 1112 1444</box>
rashi-entry-karkata <box>1128 704 1448 854</box>
virgo-icon: ♍ <box>1134 1082 1184 1132</box>
district-heading: ବୌଦ୍ଧ <box>898 212 964 240</box>
news-column-c2 <box>870 2104 1112 2292</box>
news-paragraph: ଏହି ଚୁକ୍ତି ଦ୍ୱାରା ଦୁଇ ଦେଶ ମଧ୍ୟରେ ବାଣିଜ୍ୟ ସମ୍ପର୍କ ଆହୁରି ମଜଭୁତ ହେବ ଏବଂ ରପ୍ତାନି କ୍ଷେତ୍ରରେ ବୃଦ୍ଧି ଘଟିବ। <box>356 2021 606 2067</box>
event-item: ପାଞ୍ଚ ଦିନିଆ ଜାତୀୟ ସେବା ଯୋଜନା ଶିବିର, ସ୍ଥାନ: ସରକାରୀ ମହାବିଦ୍ୟାଳୟ, ସମୟ: ପୂର୍ବାହ୍ନ ୧୦ଟା <box>384 326 544 387</box>
news-column-a2 <box>356 1632 606 1818</box>
district-heading: ମୟୂରଭଞ୍ଜ <box>210 713 317 741</box>
rashi-entry-kumbha <box>1128 1790 1448 1930</box>
news-paragraph: ଆଜିର ଏହି ବୈଠକରେ ବିଭିନ୍ନ ପ୍ରସଙ୍ଗରେ ଆଲୋଚନା ହେବା ସହ ଜନସାଧାରଣଙ୍କ ସମସ୍ୟା ସମାଧାନ ପାଇଁ ଉଦ୍ୟମ କରାଯିବ। <box>618 1399 858 1444</box>
map-caption: ରବିବାର ଅପରାହ୍ନ ୫ଟାରେ ମହାକାଶରୁ ଉଠାଯାଇଥିବା ଓଡ଼ିଶାର ଫଟୋ <box>8 2217 297 2230</box>
news-paragraph: ଉପଗ୍ରହ ସମ୍ବନ୍ଧୀୟ ଏହି ନୂଆ ପ୍ରଯୁକ୍ତିବିଦ୍ୟା ଦେଶର ସୁରକ୍ଷା ବ୍ୟବସ୍ଥାକୁ ଦୃଢ଼ କରିବ ବୋଲି ବିଜ୍ଞାନୀମାନେ କହିଛନ୍ତି। <box>870 1556 1112 1602</box>
rashi-text: ଅର୍ଥ ସମ୍ବନ୍ଧୀୟ ଯୋଜନା ସଫଳ ହେବ। ଘରୋଇ କାମରେ ବ୍ୟସ୍ତ ରହିବେ। ଯୋଜିତ କାମ ସମୟରେ ସମାପ୍ତ ହେବ। <box>1192 1640 1448 1670</box>
district-heading: ଗଞ୍ଜାମ <box>384 293 458 321</box>
rashi-entry-makara <box>1128 1640 1448 1780</box>
rashi-entry-kanya <box>1128 1024 1448 1174</box>
map-outline <box>9 1839 347 2213</box>
rashi-label: ବିଚ୍ଛା <box>1128 1340 1184 1392</box>
aquarius-icon: ♒ <box>1134 1848 1184 1898</box>
event-item: ପାଞ୍ଚ ଦିନିଆ ଜାତୀୟ ସେବା ଯୋଜନା ଶିବିର, ସ୍ଥାନ: ସରକାରୀ ମହାବିଦ୍ୟାଳୟ, ସମୟ: ପୂର୍ବାହ୍ନ ୧୦ଟା <box>210 406 374 467</box>
rashi-label: କର୍କଟ <box>1128 704 1184 756</box>
section-title: ରାଜ୍ୟ <box>1240 6 1342 57</box>
news-paragraph: ଏହି ଚୁକ୍ତି ଦ୍ୱାରା ଦୁଇ ଦେଶ ମଧ୍ୟରେ ବାଣିଜ୍ୟ ସମ୍ପର୍କ ଆହୁରି ମଜଭୁତ ହେବ ଏବଂ ରପ୍ତାନି କ୍ଷେତ୍ରରେ ବୃଦ୍ଧି ଘଟିବ। <box>618 1572 858 1617</box>
arpare-headline: ଆଉ ପରେ... <box>618 2172 735 2197</box>
event-item: ପାଞ୍ଚ ଦିନିଆ ଜାତୀୟ ସେବା ଯୋଜନା ଶିବିର, ସ୍ଥାନ: ସରକାରୀ ମହାବିଦ୍ୟାଳୟ, ସମୟ: ପୂର୍ବାହ୍ନ ୧୦ଟା <box>384 462 544 523</box>
rashi-label: ମିଥୁନ <box>1128 552 1184 604</box>
event-item: ପାଞ୍ଚ ଦିନିଆ ଜାତୀୟ ସେବା ଯୋଜନା ଶିବିର, ସ୍ଥାନ: ସରକାରୀ ମହାବିଦ୍ୟାଳୟ, ସମୟ: ପୂର୍ବାହ୍ନ ୧୦ଟା <box>554 156 714 217</box>
